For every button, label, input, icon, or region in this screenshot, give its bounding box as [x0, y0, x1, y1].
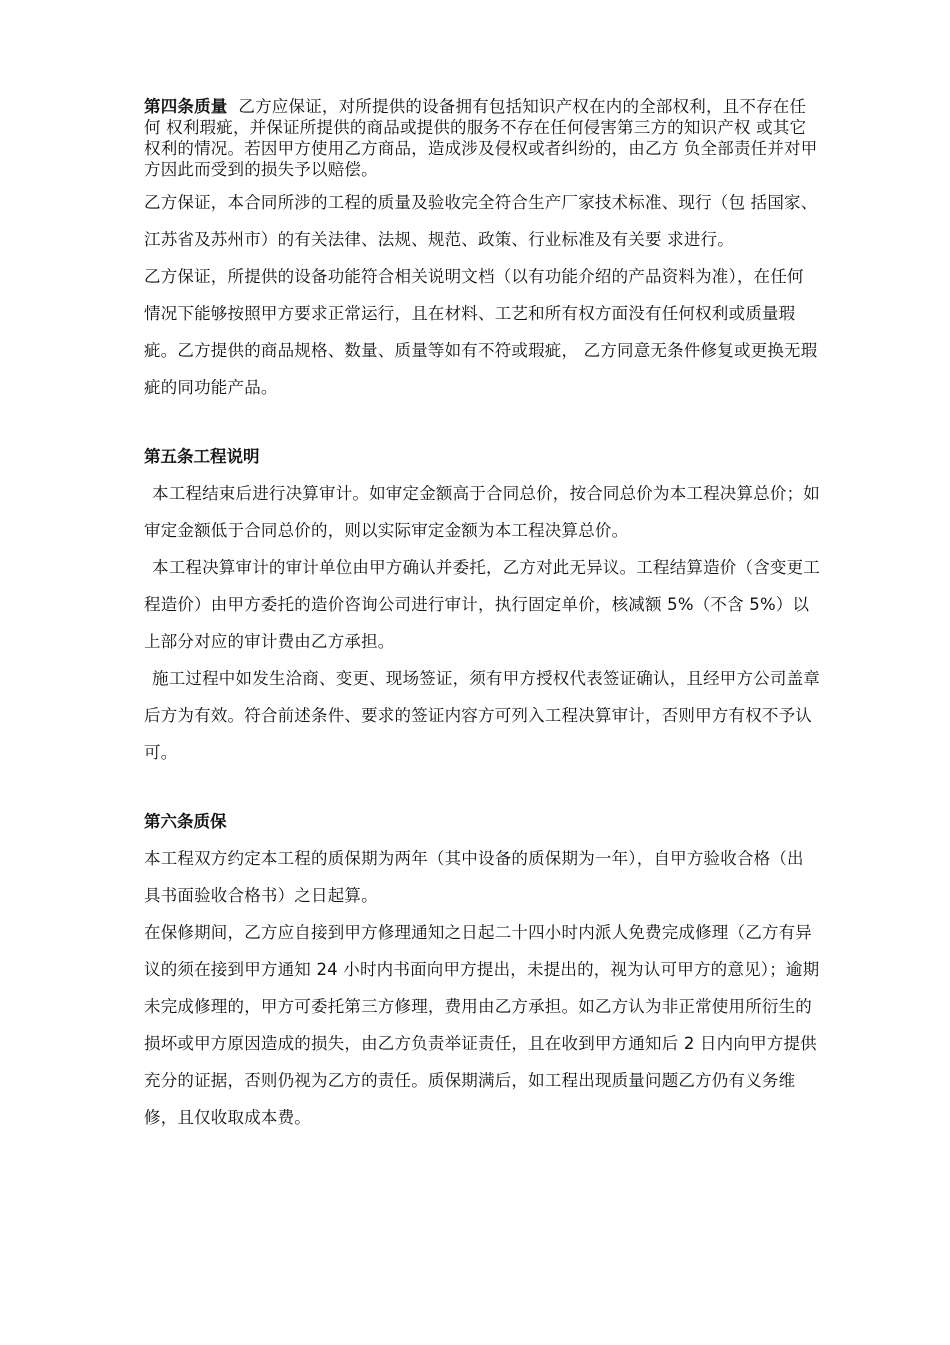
document-page [144, 96, 820, 1136]
article5-heading: 第五条工程说明 [144, 447, 260, 466]
article6-paragraph-1: 本工程双方约定本工程的质保期为两年（其中设备的质保期为一年），自甲方验收合格（出具书面验收合格书）之日起算。 [144, 849, 804, 905]
article4-paragraph-2: 乙方保证，所提供的设备功能符合相关说明文档（以有功能介绍的产品资料为准），在任何情况下能够按照甲方要求正常运行，且在材料、工艺和所有权方面没有任何权利或质量瑕疵。乙方提供的商品规格、数量、质量等如有不符或瑕疵， 乙方同意无条件修复或更换无瑕疵的同功能产品。 [144, 267, 818, 397]
article6-paragraph-2: 在保修期间，乙方应自接到甲方修理通知之日起二十四小时内派人免费完成修理（乙方有异议的须在接到甲方通知 24 小时内书面向甲方提出，未提出的，视为认可甲方的意见）；逾期未完成修理的，甲方可委托第三方修理，费用由乙方承担。如乙方认为非正常使用所衍生的损坏或甲方原因造成的损失，由乙方负责举证责任，且在收到甲方通知后 2 日内向甲方提供充分的证据，否则仍视为乙方的责任。质保期满后，如工程出现质量问题乙方仍有义务维修，且仅收取成本费。 [144, 923, 820, 1127]
article5-paragraph-2: 本工程决算审计的审计单位由甲方确认并委托，乙方对此无异议。工程结算造价（含变更工程造价）由甲方委托的造价咨询公司进行审计，执行固定单价，核减额 5%（不含 5%）以上部分对应的审计费由乙方承担。 [144, 558, 820, 651]
article5-paragraph-3: 施工过程中如发生洽商、变更、现场签证，须有甲方授权代表签证确认，且经甲方公司盖章后方为有效。符合前述条件、要求的签证内容方可列入工程决算审计，否则甲方有权不予认可。 [144, 669, 820, 762]
article4-intro-paragraph [144, 96, 820, 180]
article4-paragraph-1: 乙方保证，本合同所涉的工程的质量及验收完全符合生产厂家技术标准、现行（包 括国家、江苏省及苏州市）的有关法律、法规、规范、政策、行业标准及有关要 求进行。 [144, 193, 818, 249]
article4-heading: 第四条质量 [144, 97, 228, 116]
article6-heading: 第六条质保 [144, 812, 227, 831]
article4-intro-text: 乙方应保证，对所提供的设备拥有包括知识产权在内的全部权利，且不存在任何 权利瑕疵，并保证所提供的商品或提供的服务不存在任何侵害第三方的知识产权 或其它权利的情况。若因甲方使用乙方商品，造成涉及侵权或者纠纷的，由乙方 负全部责任并对甲方因此而受到的损失予以赔偿。 [144, 97, 818, 179]
article5-paragraph-1: 本工程结束后进行决算审计。如审定金额高于合同总价，按合同总价为本工程决算总价；如审定金额低于合同总价的，则以实际审定金额为本工程决算总价。 [144, 484, 820, 540]
